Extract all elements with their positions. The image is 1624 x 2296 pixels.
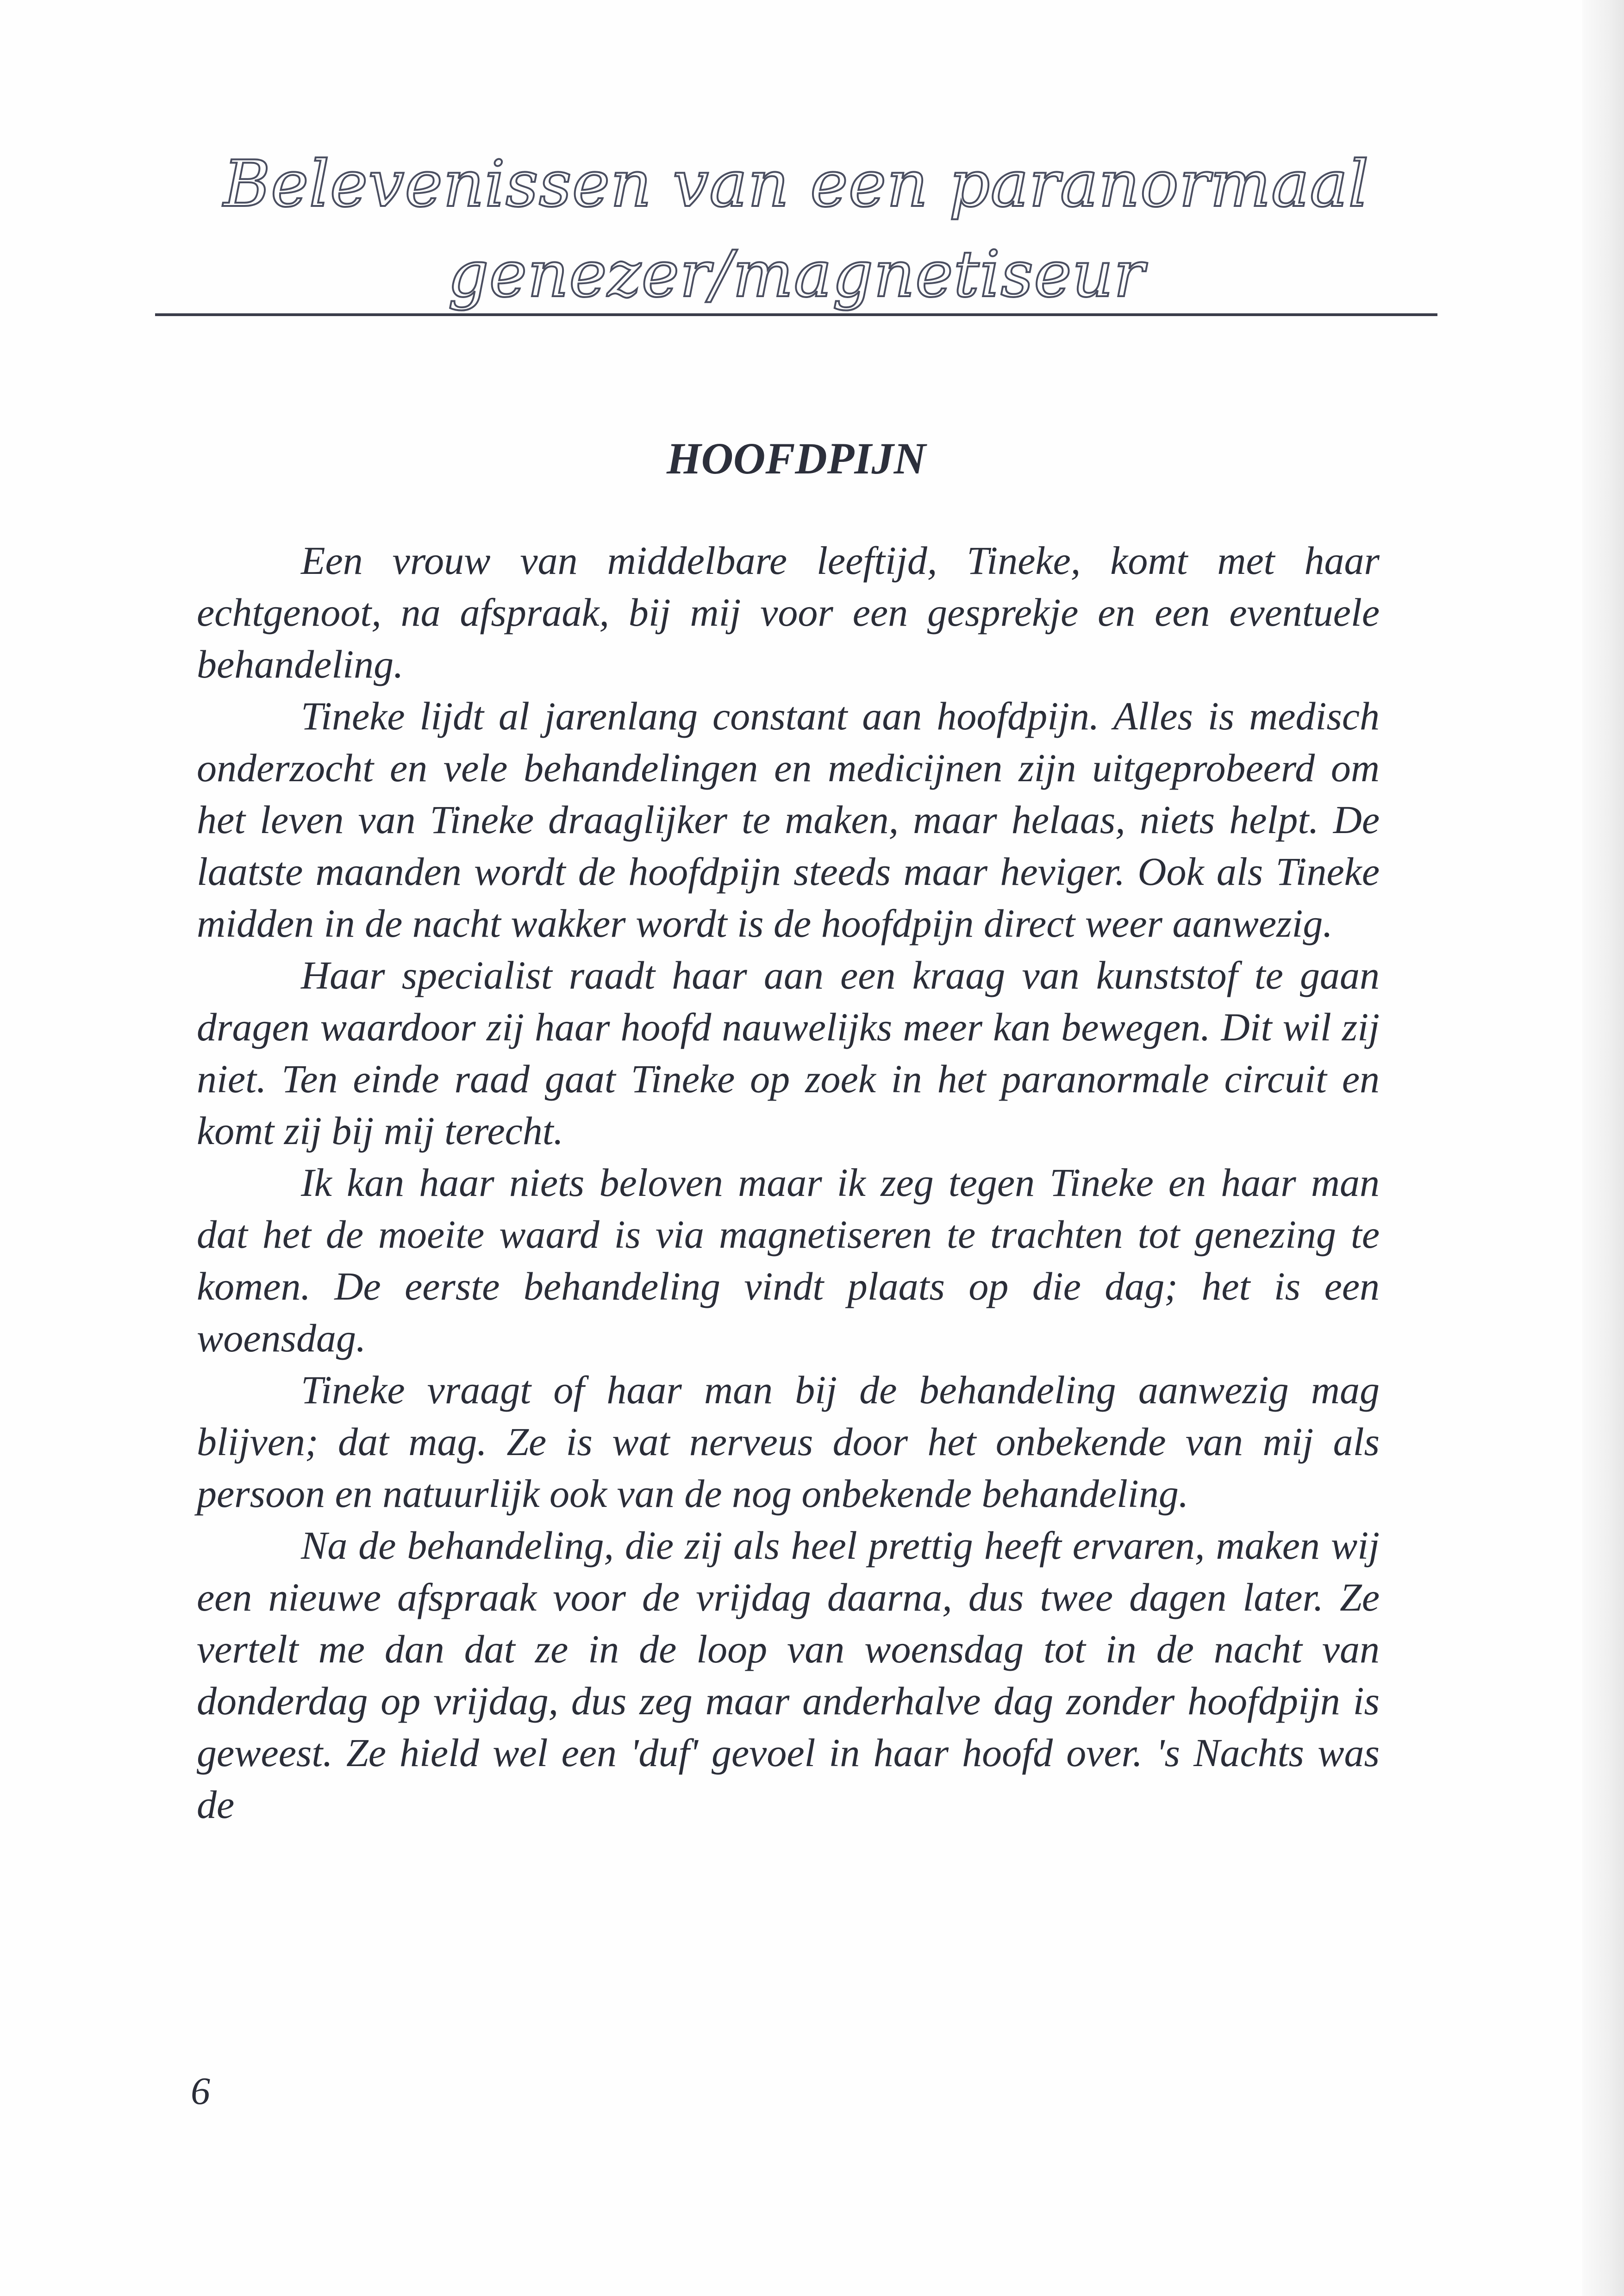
header-divider (155, 313, 1437, 316)
running-header (153, 139, 1440, 319)
paragraph: Na de behandeling, die zij als heel prettig heeft ervaren, maken wij een nieuwe afspraak voor de vrijdag daarna, dus twee dagen later. Ze vertelt me dan dat ze in de loop van woensdag tot in de nacht van donderdag op vrijdag, dus zeg maar anderhalve dag zonder hoofdpijn is geweest. Ze hield wel een 'duf' gevoel in haar hoofd over. 's Nachts was de (197, 1523, 1380, 1827)
body-text (197, 535, 1380, 1830)
paragraph: Ik kan haar niets beloven maar ik zeg tegen Tineke en haar man dat het de moeite waard is via magnetiseren te trachten tot genezing te komen. De eerste behandeling vindt plaats op die dag; het is een woensdag. (197, 1160, 1380, 1360)
paragraph: Haar specialist raadt haar aan een kraag van kunststof te gaan dragen waardoor zij haar hoofd nauwelijks meer kan bewegen. Dit wil zij niet. Ten einde raad gaat Tineke op zoek in het paranormale circuit en komt zij bij mij terecht. (197, 953, 1380, 1153)
chapter-title: HOOFDPIJN (666, 434, 926, 483)
scan-edge (1582, 0, 1624, 2296)
paragraph: Tineke lijdt al jarenlang constant aan hoofdpijn. Alles is medisch onderzocht en vele behandelingen en medicijnen zijn uitgeprobeerd om het leven van Tineke draaglijker te maken, maar helaas, niets helpt. De laatste maanden wordt de hoofdpijn steeds maar heviger. Ook als Tineke midden in de nacht wakker wordt is de hoofdpijn direct weer aanwezig. (197, 694, 1380, 946)
paragraph: Tineke vraagt of haar man bij de behandeling aanwezig mag blijven; dat mag. Ze is wat nerveus door het onbekende van mij als persoon en natuurlijk ook van de nog onbekende behandeling. (197, 1368, 1380, 1516)
header-title-line-2: genezer/magnetiseur (448, 237, 1145, 311)
page-number: 6 (191, 2070, 210, 2113)
paragraph: Een vrouw van middelbare leeftijd, Tineke, komt met haar echtgenoot, na afspraak, bij mij voor een gesprekje en een eventuele behandeling. (197, 538, 1380, 686)
header-title-line-1: Belevenissen van een paranormaal (223, 147, 1369, 221)
